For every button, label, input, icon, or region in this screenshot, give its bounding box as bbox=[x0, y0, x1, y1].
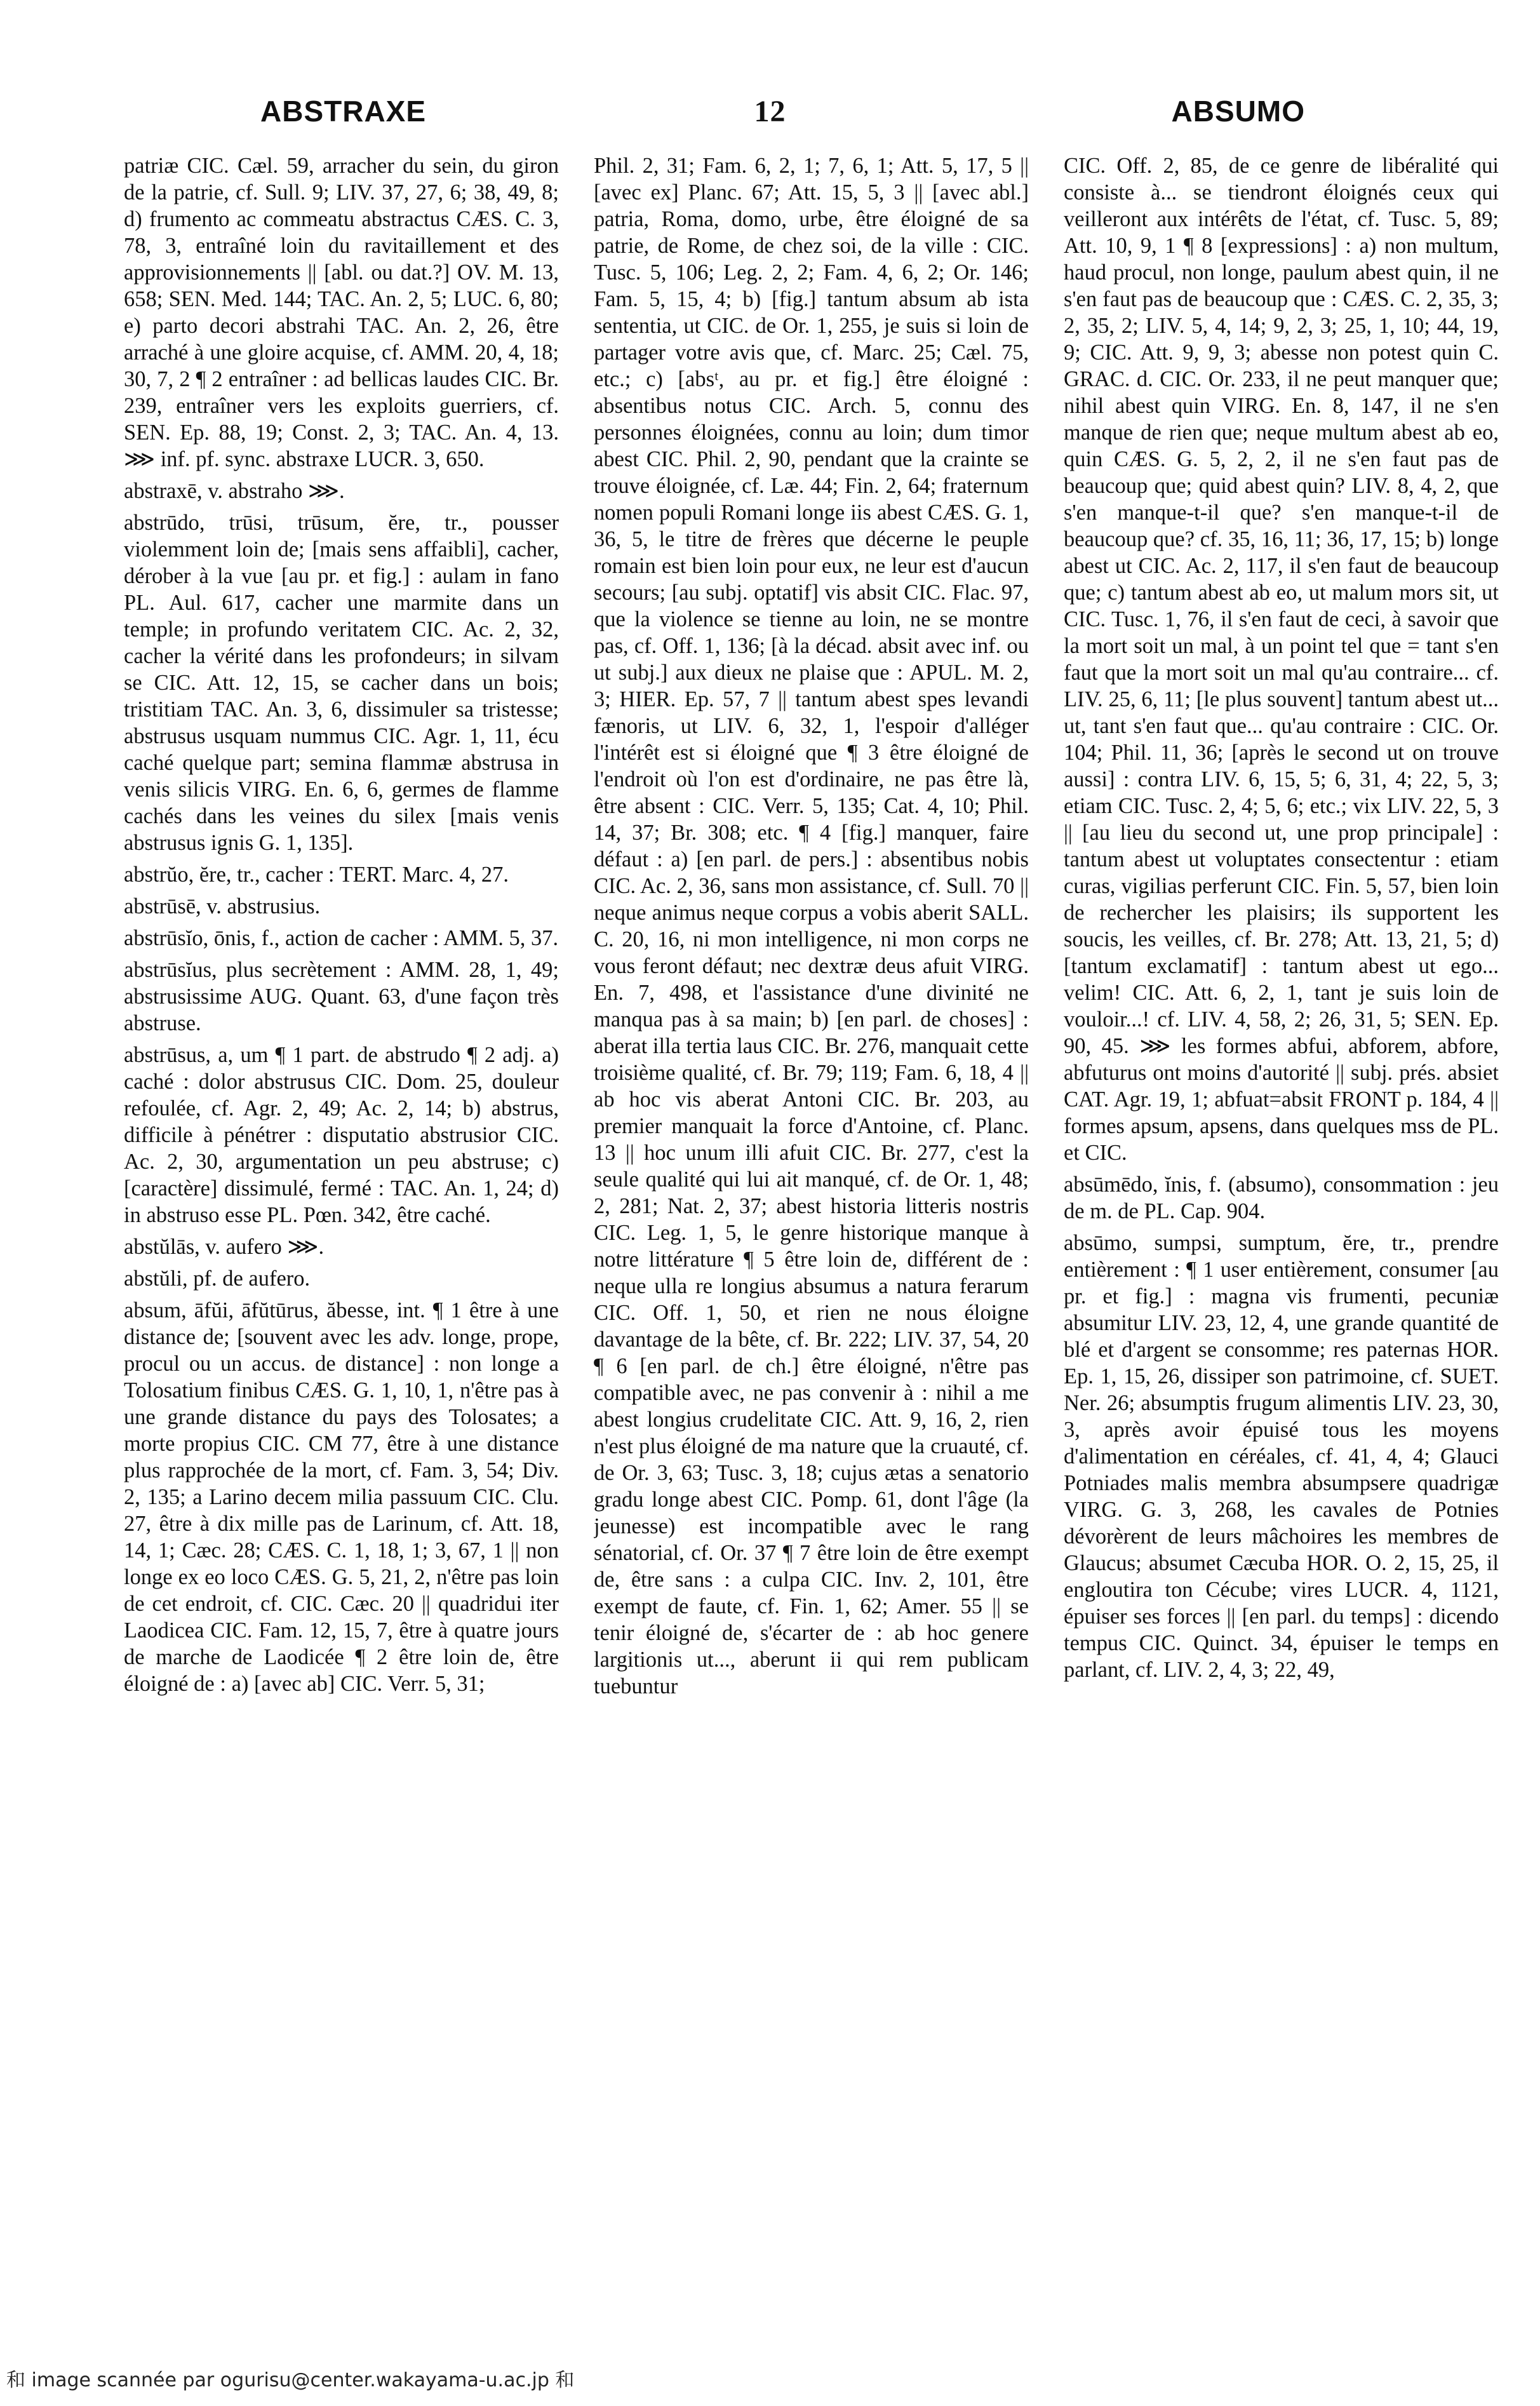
header-left-guide-word: ABSTRAXE bbox=[260, 95, 427, 128]
entry-paragraph: patriæ CIC. Cæl. 59, arracher du sein, du giron de la patrie, cf. Sull. 9; LIV. 37, 27, 6; 38, 49, 8; d) frumento ac commeatu abstractus CÆS. C. 3, 78, 3, entraîné loin du ravitaillement et des approvisionnements || [abl. ou dat.?] OV. M. 13, 658; SEN. Med. 144; TAC. An. 2, 5; LUC. 6, 80; e) parto decori abstrahi TAC. An. 2, 26, être arraché à une gloire acquise, cf. AMM. 20, 4, 18; 30, 7, 2 ¶ 2 entraîner : ad bellicas laudes CIC. Br. 239, entraîner vers les exploits guerriers, cf. SEN. Ep. 88, 19; Const. 2, 3; TAC. An. 4, 13. ⋙ inf. pf. sync. abstraxe LUCR. 3, 650. bbox=[124, 154, 559, 471]
header-right-guide-word: ABSUMO bbox=[1171, 95, 1305, 128]
entry-paragraph: abstrūsĭo, ōnis, f., action de cacher : AMM. 5, 37. bbox=[124, 926, 559, 950]
entry-paragraph: abstŭli, pf. de aufero. bbox=[124, 1267, 311, 1291]
page-number: 12 bbox=[754, 94, 786, 128]
entry-paragraph: abstrūsĭus, plus secrètement : AMM. 28, 1, 49; abstrusissime AUG. Quant. 63, d'une façon très abstruse. bbox=[124, 958, 559, 1035]
entry-paragraph: abstraxē, v. abstraho ⋙. bbox=[124, 479, 345, 503]
entry-paragraph: abstrūdo, trūsi, trūsum, ĕre, tr., pousser violemment loin de; [mais sens affaibli], cacher, dérober à la vue [au pr. et fig.] : aulam in fano PL. Aul. 617, cacher une marmite dans un temple; in profundo veritatem CIC. Ac. 2, 32, cacher la vérité dans les profondeurs; in silvam se CIC. Att. 12, 15, se cacher dans un bois; tristitiam TAC. An. 3, 6, dissimuler sa tristesse; abstrusus usquam nummus CIC. Agr. 1, 11, écu caché quelque part; semina flammæ abstrusa in venis silicis VIRG. En. 6, 6, germes de flamme cachés dans les veines du silex [mais venis abstrusus ignis G. 1, 135]. bbox=[124, 511, 559, 855]
entry-paragraph: CIC. Off. 2, 85, de ce genre de libéralité qui consiste à... se tiendront éloignés ceux qui veilleront aux intérêts de l'état, cf. Tusc. 5, 89; Att. 10, 9, 1 ¶ 8 [expressions] : a) non multum, haud procul, non longe, paulum abest quin, il ne s'en faut pas de beaucoup que : CÆS. C. 2, 35, 3; 2, 35, 2; LIV. 5, 4, 14; 9, 2, 3; 25, 1, 10; 44, 19, 9; CIC. Att. 9, 9, 3; abesse non potest quin C. GRAC. d. CIC. Or. 233, il ne peut manquer que; nihil abest quin VIRG. En. 8, 147, il ne s'en manque de rien que; neque multum abest ab eo, quin CÆS. G. 5, 2, 2, il ne s'en faut pas de beaucoup que; quid abest quin? LIV. 8, 4, 2, que s'en manque-t-il que? s'en manque-t-il de beaucoup que? cf. 35, 16, 11; 36, 17, 15; b) longe abest ut CIC. Ac. 2, 117, il s'en faut de beaucoup que; c) tantum abest ab eo, ut malum mors sit, ut CIC. Tusc. 1, 76, il s'en faut de ceci, à savoir que la mort soit un mal, à un point tel que = tant s'en faut que la mort soit un mal qu'au contraire... cf. LIV. 25, 6, 11; [le plus souvent] tantum abest ut... ut, tant s'en faut que... qu'au contraire : CIC. Or. 104; Phil. 11, 36; [après le second ut on trouve aussi] : contra LIV. 6, 15, 5; 6, 31, 4; 22, 5, 3; etiam CIC. Tusc. 2, 4; 5, 6; etc.; vix LIV. 22, 5, 3 || [au lieu du second ut, une prop principale] : tantum abest ut voluptates consectentur : etiam curas, vigilias perferunt CIC. Fin. 5, 57, bien loin de rechercher les plaisirs; ils supportent les soucis, les veilles, cf. Br. 278; Att. 13, 21, 5; d) [tantum exclamatif] : tantum abest ut ego... velim! CIC. Att. 6, 2, 1, tant je suis loin de vouloir...! cf. LIV. 4, 58, 2; 26, 31, 5; SEN. Ep. 90, 45. ⋙ les formes abfui, abforem, abfore, abfuturus ont moins d'autorité || subj. prés. absiet CAT. Agr. 19, 1; abfuat=absit FRONT p. 184, 4 || formes apsum, apsens, dans quelques mss de PL. et CIC. bbox=[1064, 154, 1499, 1165]
column-2 bbox=[594, 152, 1029, 2304]
entry-paragraph: Phil. 2, 31; Fam. 6, 2, 1; 7, 6, 1; Att. 5, 17, 5 || [avec ex] Planc. 67; Att. 15, 5, 3 || [avec abl.] patria, Roma, domo, urbe, être éloigné de sa patrie, de Rome, de chez soi, de la ville : CIC. Tusc. 5, 106; Leg. 2, 2; Fam. 4, 6, 2; Or. 146; Fam. 5, 15, 4; b) [fig.] tantum absum ab ista sententia, ut CIC. de Or. 1, 255, je suis si loin de partager votre avis que, cf. Marc. 25; Cæl. 75, etc.; c) [absᵗ, au pr. et fig.] être éloigné : absentibus notus CIC. Arch. 5, connu des personnes éloignées, connu au loin; dum timor abest CIC. Phil. 2, 90, pendant que la crainte se trouve éloignée, cf. Læ. 44; Fin. 2, 64; fraternum nomen populi Romani longe iis abest CÆS. G. 1, 36, 5, le titre de frères que décerne le peuple romain est bien loin pour eux, ne leur est d'aucun secours; [au subj. optatif] vis absit CIC. Flac. 97, que la violence se tienne au loin, ne se montre pas, cf. Off. 1, 136; [à la décad. absit avec inf. ou ut subj.] aux dieux ne plaise que : APUL. M. 2, 3; HIER. Ep. 57, 7 || tantum abest spes levandi fænoris, ut LIV. 6, 32, 1, l'espoir d'alléger l'intérêt est si éloigné que ¶ 3 être éloigné de l'endroit où l'on est d'ordinaire, ne pas être là, être absent : CIC. Verr. 5, 135; Cat. 4, 10; Phil. 14, 37; Br. 308; etc. ¶ 4 [fig.] manquer, faire défaut : a) [en parl. de pers.] : absentibus nobis CIC. Ac. 2, 36, sans mon assistance, cf. Sull. 70 || neque animus neque corpus a vobis aberit SALL. C. 20, 16, ni mon intelligence, ni mon corps ne vous feront défaut; nec dextræ deus afuit VIRG. En. 7, 498, et l'assistance d'une divinité ne manqua pas à sa main; b) [en parl. de choses] : aberat illa tertia laus CIC. Br. 276, manquait cette troisième qualité, cf. Br. 79; 119; Fam. 6, 18, 4 || ab hoc vis aberat Antoni CIC. Br. 203, au premier manquait la force d'Antoine, cf. Planc. 13 || hoc unum illi afuit CIC. Br. 277, c'est la seule qualité qui lui ait manqué, cf. de Or. 1, 48; 2, 281; Nat. 2, 37; abest historia litteris nostris CIC. Leg. 1, 5, le genre historique manque à notre littérature ¶ 5 être loin de, différent de : neque ulla re longius absumus a natura ferarum CIC. Off. 1, 50, et rien ne nous éloigne davantage de la bête, cf. Br. 222; LIV. 37, 54, 20 ¶ 6 [en parl. de ch.] être éloigné, n'être pas compatible avec, ne pas convenir à : nihil a me abest longius crudelitate CIC. Att. 9, 16, 2, rien n'est plus éloigné de ma nature que la cruauté, cf. de Or. 3, 63; Tusc. 3, 18; cujus ætas a senatorio gradu longe abest CIC. Pomp. 61, dont l'âge (la jeunesse) est incompatible avec le rang sénatorial, cf. Or. 37 ¶ 7 être loin de être exempt de, être sans : a culpa CIC. Inv. 2, 101, être exempt de faute, cf. Fin. 1, 62; Amer. 55 || se tenir éloigné de, s'écarter de : ab hoc genere largitionis ut..., aberunt ii qui rem publicam tuebuntur bbox=[594, 154, 1029, 1698]
entry-paragraph: abstŭlās, v. aufero ⋙. bbox=[124, 1235, 325, 1259]
entry-paragraph: abstrūsus, a, um ¶ 1 part. de abstrudo ¶ 2 adj. a) caché : dolor abstrusus CIC. Dom. 25, douleur refoulée, cf. Agr. 2, 49; Ac. 2, 14; b) abstrus, difficile à pénétrer : disputatio abstrusior CIC. Ac. 2, 30, argumentation un peu abstruse; c) [caractère] dissimulé, fermé : TAC. An. 1, 24; d) in abstruso esse PL. Pœn. 342, être caché. bbox=[124, 1043, 559, 1227]
entry-paragraph: absum, āfŭi, āfŭtūrus, ăbesse, int. ¶ 1 être à une distance de; [souvent avec les adv. longe, prope, procul ou un accus. de distance] : non longe a Tolosatium finibus CÆS. G. 1, 10, 1, n'être pas à une grande distance du pays des Tolosates; a morte propius CIC. CM 77, être à une distance plus rapprochée de la mort, cf. Fam. 3, 54; Div. 2, 135; a Larino decem milia passuum CIC. Clu. 27, être à dix mille pas de Larinum, cf. Att. 18, 14, 1; Cæc. 28; CÆS. C. 1, 18, 1; 3, 67, 1 || non longe ex eo loco CÆS. G. 5, 21, 2, n'être pas loin de cet endroit, cf. CIC. Cæc. 20 || quadridui iter Laodicea CIC. Fam. 12, 15, 7, être à quatre jours de marche de Laodicée ¶ 2 être loin de, être éloigné de : a) [avec ab] CIC. Verr. 5, 31; bbox=[124, 1298, 559, 1696]
column-3 bbox=[1064, 152, 1499, 2304]
entry-paragraph: abstrūsē, v. abstrusius. bbox=[124, 894, 321, 918]
dictionary-columns bbox=[124, 152, 1499, 2304]
entry-paragraph: abstrŭo, ĕre, tr., cacher : TERT. Marc. 4, 27. bbox=[124, 863, 509, 887]
scan-credit-footer: 和 image scannée par ogurisu@center.wakayama-u.ac.jp 和 bbox=[6, 2369, 575, 2391]
column-1 bbox=[124, 152, 559, 2304]
entry-paragraph: absūmo, sumpsi, sumptum, ĕre, tr., prendre entièrement : ¶ 1 user entièrement, consumer [au pr. et fig.] : magna vis frumenti, pecuniæ absumitur LIV. 23, 12, 4, une grande quantité de blé et d'argent se consomme; res paternas HOR. Ep. 1, 15, 26, dissiper son patrimoine, cf. SUET. Ner. 26; absumptis frugum alimentis LIV. 23, 30, 3, après avoir épuisé tous les moyens d'alimentation en céréales, cf. 41, 4, 4; Glauci Potniades malis membra absumpsere quadrigæ VIRG. G. 3, 268, les cavales de Potnies dévorèrent de leurs mâchoires les membres de Glaucus; absumet Cæcuba HOR. O. 2, 15, 25, il engloutira ton Cécube; vires LUCR. 4, 1121, épuiser ses forces || [en parl. du temps] : dicendo tempus CIC. Quinct. 34, épuiser le temps en parlant, cf. LIV. 2, 4, 3; 22, 49, bbox=[1064, 1231, 1499, 1682]
page-header bbox=[146, 89, 1394, 133]
entry-paragraph: absūmēdo, ĭnis, f. (absumo), consommation : jeu de m. de PL. Cap. 904. bbox=[1064, 1173, 1499, 1223]
